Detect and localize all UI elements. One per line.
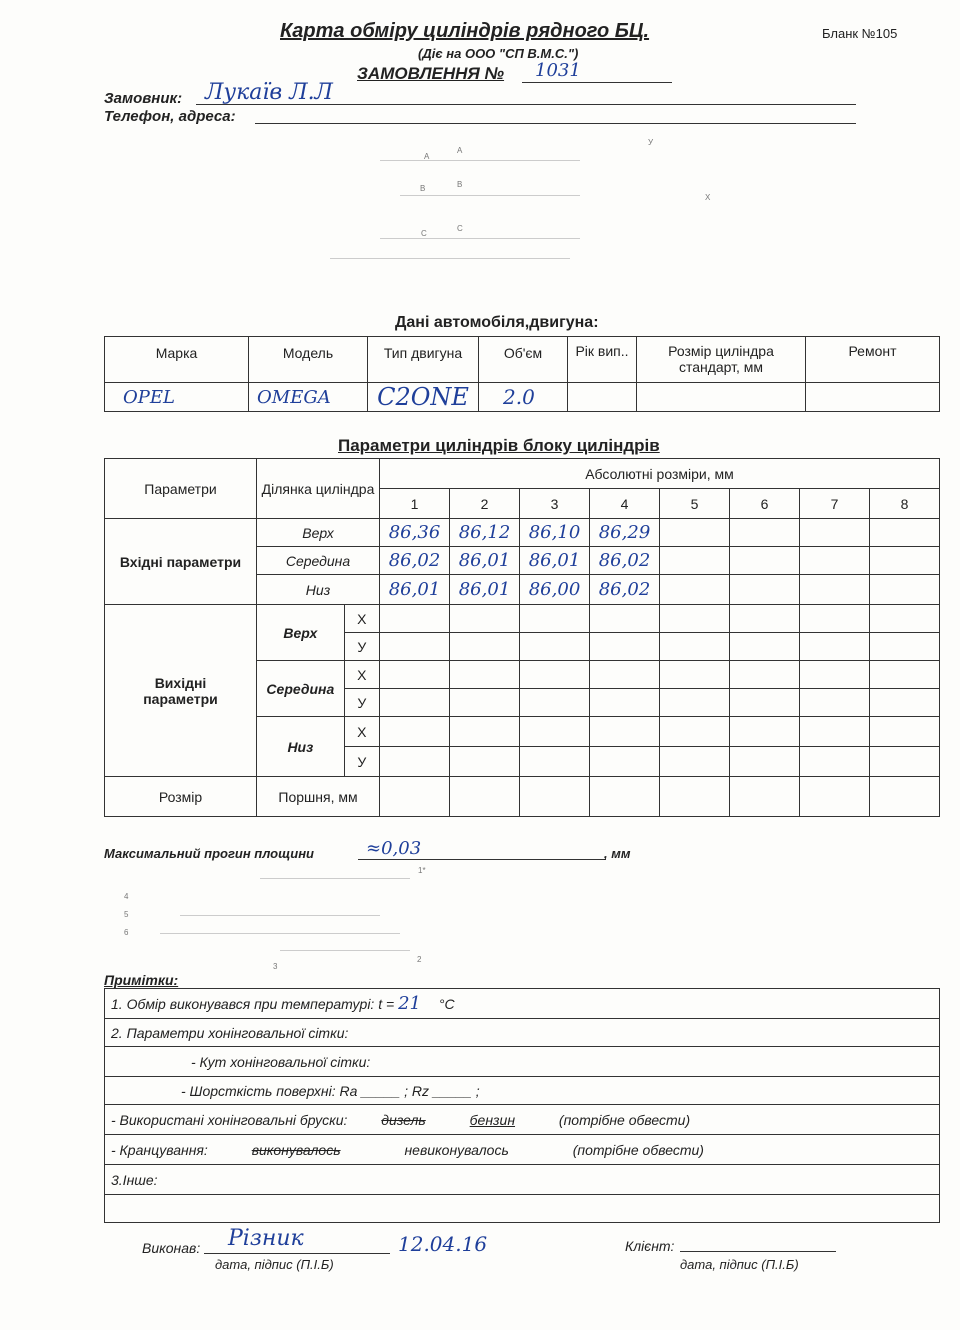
flatness-mark-3: 3 — [273, 962, 278, 971]
out-bot-x: Х — [344, 717, 379, 747]
out-mid-y: У — [344, 689, 379, 717]
diagram-mark-c: C — [421, 229, 427, 238]
car-engine-type-value: C2ONE — [368, 383, 479, 412]
chamfer-not-done: невиконувалось — [404, 1141, 509, 1158]
car-header-repair: Ремонт — [806, 337, 940, 383]
car-header-cylinder-size: Розмір циліндра стандарт, мм — [637, 337, 806, 383]
cyl-col-5: 5 — [660, 489, 730, 519]
car-header-make: Марка — [105, 337, 249, 383]
note-empty-row — [105, 1195, 940, 1223]
flatness-value: ≈0,03 — [366, 838, 422, 859]
out-top-x: Х — [344, 605, 379, 633]
car-section-title: Дані автомобіля,двигуна: — [395, 314, 599, 331]
customer-label: Замовник: — [104, 90, 183, 107]
input-mid-3: 86,01 — [520, 547, 590, 575]
cyl-header-params: Параметри — [105, 459, 257, 519]
chamfer-hint: (потрібне обвести) — [572, 1141, 704, 1158]
car-model-value: OMEGA — [249, 383, 368, 412]
out-bot-y: У — [344, 747, 379, 777]
cylinder-table — [104, 458, 940, 817]
done-by-label: Виконав: — [142, 1240, 201, 1256]
notes-table — [104, 988, 940, 1223]
car-data-table — [104, 336, 940, 412]
car-make-value: OPEL — [105, 383, 249, 412]
diagram-mark-a: A — [424, 152, 430, 161]
note-hon-params: 2. Параметри хонінговальної сітки: — [105, 1019, 940, 1047]
note-roughness: - Шорсткість поверхні: Ra _____ ; Rz _____ ; — [105, 1077, 940, 1105]
client-caption: дата, підпис (П.І.Б) — [680, 1257, 799, 1272]
input-mid-1: 86,02 — [380, 547, 450, 575]
cyl-col-7: 7 — [800, 489, 870, 519]
car-repair-value — [806, 383, 940, 412]
diagram-mark-y: У — [648, 138, 654, 147]
piston-label: Поршня, мм — [257, 777, 380, 817]
cyl-col-3: 3 — [520, 489, 590, 519]
bars-diesel: дизель — [381, 1111, 426, 1128]
diagram-mark-b2: B — [457, 180, 463, 189]
car-volume-value: 2.0 — [479, 383, 568, 412]
car-header-model: Модель — [249, 337, 368, 383]
chamfer-done: виконувалось — [251, 1141, 341, 1158]
note-other: 3.Інше: — [105, 1165, 940, 1195]
customer-name: Лукаїв Л.Л — [205, 80, 333, 105]
diagram-mark-a2: A — [457, 146, 463, 155]
input-mid-2: 86,01 — [450, 547, 520, 575]
done-by-signature: Різник — [228, 1226, 304, 1251]
temp-label: 1. Обмір виконувався при температурі: t = — [111, 996, 395, 1012]
car-header-volume: Об'єм — [479, 337, 568, 383]
out-top-y: У — [344, 633, 379, 661]
bars-label: - Використані хонінговальні бруски: — [111, 1111, 348, 1128]
input-bot-3: 86,00 — [520, 575, 590, 605]
output-params-label: Вихідні параметри — [105, 605, 257, 777]
flatness-label: Максимальний прогин площини — [104, 846, 314, 861]
flatness-mark-1: 1* — [418, 866, 426, 875]
note-chamfer — [105, 1135, 940, 1165]
cylinder-section-title: Параметри циліндрів блоку циліндрів — [338, 436, 660, 455]
input-bot-2: 86,01 — [450, 575, 520, 605]
notes-title: Примітки: — [104, 972, 179, 988]
flatness-mark-2: 2 — [417, 955, 422, 964]
page-subtitle: (Діє на ООО "СП В.М.С.") — [418, 46, 579, 61]
note-hon-angle: - Кут хонінговальної сітки: — [105, 1047, 940, 1077]
flatness-unit: , мм — [604, 846, 631, 861]
order-number: 1031 — [535, 60, 581, 81]
chamfer-label: - Кранцування: — [111, 1141, 208, 1158]
input-params-label: Вхідні параметри — [105, 519, 257, 605]
bars-petrol: бензин — [469, 1111, 516, 1128]
input-top-4: 86,29 — [590, 519, 660, 547]
cyl-col-8: 8 — [870, 489, 940, 519]
flatness-mark-4: 4 — [124, 892, 129, 901]
zone-middle: Середина — [257, 547, 380, 575]
phone-address-label: Телефон, адреса: — [104, 108, 236, 125]
temp-value: 21 — [398, 993, 421, 1014]
out-zone-bottom: Низ — [257, 717, 345, 777]
temp-unit: °C — [438, 996, 455, 1012]
size-label: Розмір — [105, 777, 257, 817]
input-top-3: 86,10 — [520, 519, 590, 547]
cyl-col-4: 4 — [590, 489, 660, 519]
bars-hint: (потрібне обвести) — [558, 1111, 691, 1128]
done-by-date: 12.04.16 — [398, 1232, 488, 1256]
page-title: Карта обміру циліндрів рядного БЦ. — [280, 20, 650, 42]
car-header-year: Рік вип.. — [568, 337, 637, 383]
done-by-caption: дата, підпис (П.І.Б) — [215, 1257, 334, 1272]
cyl-col-1: 1 — [380, 489, 450, 519]
out-zone-middle: Середина — [257, 661, 345, 717]
input-mid-4: 86,02 — [590, 547, 660, 575]
diagram-mark-x: Х — [705, 193, 711, 202]
input-bot-1: 86,01 — [380, 575, 450, 605]
input-bot-4: 86,02 — [590, 575, 660, 605]
form-number: Бланк №105 — [822, 26, 898, 41]
zone-top: Верх — [257, 519, 380, 547]
note-temperature — [105, 989, 940, 1019]
client-label: Клієнт: — [625, 1238, 675, 1254]
flatness-mark-6: 6 — [124, 928, 129, 937]
cyl-col-6: 6 — [730, 489, 800, 519]
input-top-2: 86,12 — [450, 519, 520, 547]
order-label: ЗАМОВЛЕННЯ № — [357, 64, 505, 83]
zone-bottom: Низ — [257, 575, 380, 605]
cyl-header-abs: Абсолютні розміри, мм — [380, 459, 940, 489]
note-bars — [105, 1105, 940, 1135]
flatness-mark-5: 5 — [124, 910, 129, 919]
car-cylinder-size-value — [637, 383, 806, 412]
input-top-1: 86,36 — [380, 519, 450, 547]
diagram-mark-c2: C — [457, 224, 463, 233]
car-year-value — [568, 383, 637, 412]
diagram-mark-b: B — [420, 184, 426, 193]
out-zone-top: Верх — [257, 605, 345, 661]
out-mid-x: Х — [344, 661, 379, 689]
car-header-engine-type: Тип двигуна — [368, 337, 479, 383]
cyl-header-zone: Ділянка циліндра — [257, 459, 380, 519]
cyl-col-2: 2 — [450, 489, 520, 519]
